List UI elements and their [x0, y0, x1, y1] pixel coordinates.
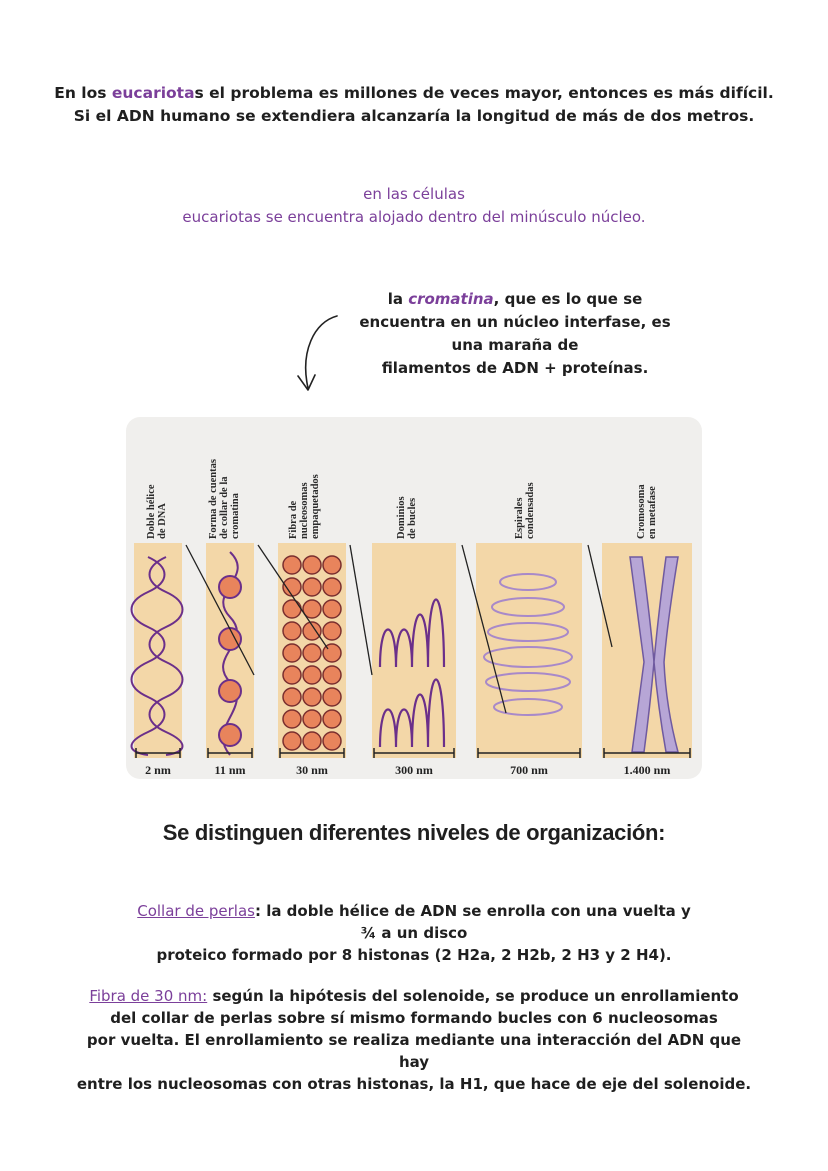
scale-11nm: 11 nm	[214, 763, 246, 777]
term-eucariota: eucariota	[111, 84, 195, 102]
curved-arrow-icon	[282, 312, 342, 397]
scale-2nm: 2 nm	[145, 763, 171, 777]
intro-line-1: En los eucariotas el problema es millones de veces mayor, entonces es más difícil.	[54, 84, 774, 102]
label-fibra: Fibra de nucleosomas empaquetados	[288, 474, 321, 539]
intro-text	[40, 82, 788, 128]
scale-700nm: 700 nm	[510, 763, 548, 777]
paragraph-fibra-30nm: Fibra de 30 nm: según la hipótesis del solenoide, se produce un enrollamiento del collar de perlas sobre sí mismo formando bucles con 6 nucleosomas por vuelta. El enrollamiento se realiza mediante una interacción del ADN que hay entre los nucleosomas con otras histonas, la H1, que hace de eje del solenoide.	[76, 987, 752, 1093]
label-doble-helice: Doble hélice de DNA	[146, 484, 168, 539]
section-heading: Se distinguen diferentes niveles de organización:	[162, 820, 666, 845]
label-collar: Forma de cuentas de collar de la cromatina	[208, 459, 241, 539]
term-collar-de-perlas: Collar de perlas	[137, 902, 255, 920]
label-dominios: Dominios de bucles	[396, 496, 418, 539]
paragraph-collar-de-perlas: Collar de perlas: la doble hélice de ADN se enrolla con una vuelta y ¾ a un disco proteico formado por 8 histonas (2 H2a, 2 H2b, 2 H3 y 2 H4).	[137, 902, 691, 964]
chromatin-callout: la cromatina, que es lo que se encuentra en un núcleo interfase, es una maraña de filamentos de ADN + proteínas.	[359, 290, 671, 377]
connector-lines	[186, 545, 612, 713]
note-line-1: en las células	[363, 185, 465, 203]
loop-domains-icon	[380, 600, 444, 748]
metaphase-chromosome-icon	[630, 557, 678, 752]
nucleosome-beads-icon	[219, 552, 241, 755]
note-line-2: eucariotas se encuentra alojado dentro del minúsculo núcleo.	[182, 208, 646, 226]
nucleus-note	[100, 183, 728, 229]
intro-line-2: Si el ADN humano se extendiera alcanzaría la longitud de más de dos metros.	[73, 107, 755, 125]
scale-300nm: 300 nm	[395, 763, 433, 777]
chromatin-drawing	[126, 417, 702, 779]
chromatin-levels-figure	[126, 417, 702, 779]
scale-1400nm: 1.400 nm	[623, 763, 671, 777]
label-espirales: Espirales condensadas	[514, 482, 536, 539]
packed-fiber-icon	[283, 556, 341, 750]
term-cromatina: cromatina	[408, 290, 494, 308]
scale-30nm: 30 nm	[296, 763, 328, 777]
term-fibra-30nm: Fibra de 30 nm:	[89, 987, 208, 1005]
label-cromosoma: Cromosoma en metafase	[636, 484, 658, 539]
dna-helix-icon	[132, 557, 183, 755]
condensed-spirals-icon	[484, 574, 572, 715]
